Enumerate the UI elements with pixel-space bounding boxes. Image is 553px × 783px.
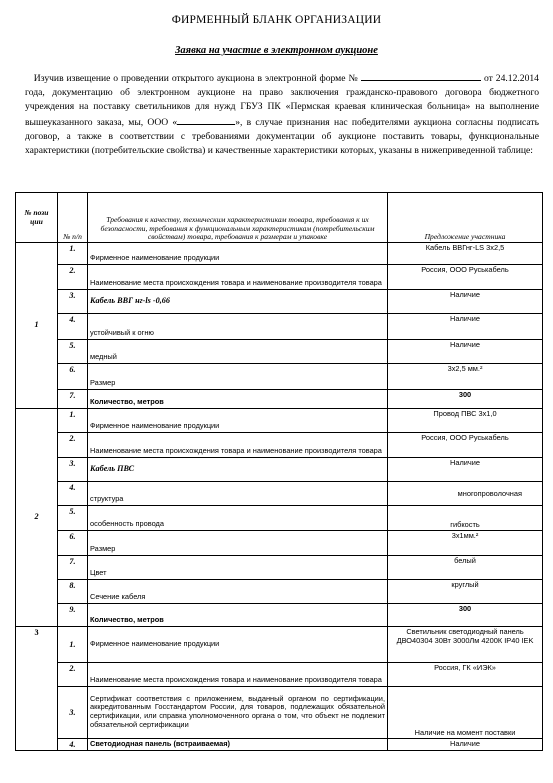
row-number-cell: 7.	[58, 556, 88, 580]
table-row	[16, 409, 543, 433]
requirement-cell: Сертификат соответствия с приложением, выданный органом по сертификации, аккредитованным Госстандартом России, для товаров, подлежащих обязательной сертификации, или справка уполномоченного органа о том, что объект не подлежит обязательной сертификации	[88, 687, 388, 739]
row-number-cell: 4.	[58, 314, 88, 340]
requirement-cell: Размер	[88, 364, 388, 390]
offer-cell[interactable]: Наличие	[388, 739, 543, 751]
table-row	[16, 265, 543, 290]
table-row	[16, 531, 543, 556]
offer-cell[interactable]: Россия, ГК «ИЭК»	[388, 663, 543, 687]
requirement-cell: Фирменное наименование продукции	[88, 627, 388, 663]
requirement-cell: Количество, метров	[88, 604, 388, 627]
position-cell: 3	[16, 627, 58, 751]
offer-cell[interactable]: 3х2,5 мм.²	[388, 364, 543, 390]
table-row	[16, 482, 543, 506]
offer-cell[interactable]: Россия, ООО Руськабель	[388, 433, 543, 458]
page-title: ФИРМЕННЫЙ БЛАНК ОРГАНИЗАЦИИ	[171, 14, 382, 26]
position-cell: 1	[16, 243, 58, 409]
table-row	[16, 739, 543, 751]
offer-cell[interactable]: многопроволочная	[388, 482, 543, 506]
offer-cell[interactable]: Наличие	[388, 290, 543, 314]
document-subtitle: Заявка на участие в электронном аукционе	[175, 45, 378, 56]
offer-cell[interactable]: 300	[388, 390, 543, 409]
table-row	[16, 687, 543, 739]
row-number-cell: 7.	[58, 390, 88, 409]
table-row	[16, 314, 543, 340]
row-number-cell: 3.	[58, 458, 88, 482]
requirement-cell: Количество, метров	[88, 390, 388, 409]
row-number-cell: 6.	[58, 531, 88, 556]
table-row	[16, 580, 543, 604]
table-row	[16, 364, 543, 390]
table-header-row	[16, 193, 543, 243]
row-number-cell: 2.	[58, 433, 88, 458]
row-number-cell: 4.	[58, 482, 88, 506]
row-number-cell: 4.	[58, 739, 88, 751]
header-position: № пози ции	[16, 193, 58, 243]
table-row	[16, 243, 543, 265]
header-requirements: Требования к качеству, техническим характеристикам товара, требования к их безопасности, требования к функциональным характеристикам (потребительским свойствам) товара, требования к размерам и упаковке	[88, 193, 388, 243]
requirement-cell: Фирменное наименование продукции	[88, 409, 388, 433]
offer-cell[interactable]: 3х1мм.²	[388, 531, 543, 556]
table-row	[16, 433, 543, 458]
offer-cell[interactable]: Наличие	[388, 340, 543, 364]
offer-cell[interactable]: Провод ПВС 3х1,0	[388, 409, 543, 433]
requirement-cell: Кабель ВВГ нг-ls -0,66	[88, 290, 388, 314]
offer-cell[interactable]: гибкость	[388, 506, 543, 531]
table-row	[16, 390, 543, 409]
offer-cell[interactable]: Россия, ООО Руськабель	[388, 265, 543, 290]
table-row	[16, 506, 543, 531]
notice-number-blank[interactable]	[361, 70, 481, 81]
company-name-blank[interactable]	[177, 114, 235, 125]
intro-part3: », в случае признания нас победителями аукциона согласны подписать договор, а также в соответствии с требованиями документации об аукционе поставить товары, функциональные характеристики (потребительские свойства) и качественные характеристики которых, указаны в нижеприведенной таблице:	[25, 117, 539, 157]
table-row	[16, 340, 543, 364]
row-number-cell: 1.	[58, 243, 88, 265]
offer-cell[interactable]: Наличие на момент поставки	[388, 687, 543, 739]
table-row	[16, 458, 543, 482]
row-number-cell: 2.	[58, 265, 88, 290]
offer-cell[interactable]: круглый	[388, 580, 543, 604]
offer-cell[interactable]: Наличие	[388, 458, 543, 482]
row-number-cell: 3.	[58, 290, 88, 314]
requirement-cell: Наименование места происхождения товара и наименование производителя товара	[88, 433, 388, 458]
table-row	[16, 663, 543, 687]
requirement-cell: Размер	[88, 531, 388, 556]
row-number-cell: 2.	[58, 663, 88, 687]
row-number-cell: 5.	[58, 506, 88, 531]
requirement-cell: Сечение кабеля	[88, 580, 388, 604]
requirement-cell: Цвет	[88, 556, 388, 580]
row-number-cell: 1.	[58, 627, 88, 663]
requirement-cell: Наименование места происхождения товара и наименование производителя товара	[88, 265, 388, 290]
header-offer: Предложение участника	[388, 193, 543, 243]
requirements-table	[15, 192, 543, 751]
row-number-cell: 6.	[58, 364, 88, 390]
requirement-cell: медный	[88, 340, 388, 364]
row-number-cell: 9.	[58, 604, 88, 627]
intro-paragraph	[25, 70, 539, 159]
requirement-cell: особенность провода	[88, 506, 388, 531]
requirement-cell: устойчивый к огню	[88, 314, 388, 340]
requirement-cell: структура	[88, 482, 388, 506]
requirement-cell: Фирменное наименование продукции	[88, 243, 388, 265]
row-number-cell: 8.	[58, 580, 88, 604]
requirement-cell: Кабель ПВС	[88, 458, 388, 482]
intro-part1: Изучив извещение о проведении открытого аукциона в электронной форме №	[33, 73, 359, 84]
offer-cell[interactable]: Наличие	[388, 314, 543, 340]
position-cell: 2	[16, 409, 58, 627]
offer-cell[interactable]: 300	[388, 604, 543, 627]
table-row	[16, 290, 543, 314]
requirement-cell: Светодиодная панель (встраиваемая)	[88, 739, 388, 751]
offer-cell[interactable]: Кабель ВВГнг-LS 3x2,5	[388, 243, 543, 265]
row-number-cell: 3.	[58, 687, 88, 739]
row-number-cell: 1.	[58, 409, 88, 433]
offer-cell[interactable]: белый	[388, 556, 543, 580]
row-number-cell: 5.	[58, 340, 88, 364]
intro-part2: от 24.12.2014 года, документацию об электронном аукционе на право заключения гражданско-правового договора бюджетного учреждения на поставку светильников для нужд ГБУЗ ПК «Пермская краевая клиническая больница» на выполнение вышеуказанного заказа, мы, ООО «	[25, 73, 539, 129]
table-row	[16, 604, 543, 627]
offer-cell[interactable]: Светильник светодиодный панель ДВО40304 30Вт 3000Лм 4200К IP40 IEK	[388, 627, 543, 663]
requirement-cell: Наименование места происхождения товара и наименование производителя товара	[88, 663, 388, 687]
header-number: № п/п	[58, 193, 88, 243]
table-row	[16, 556, 543, 580]
table-row	[16, 627, 543, 663]
